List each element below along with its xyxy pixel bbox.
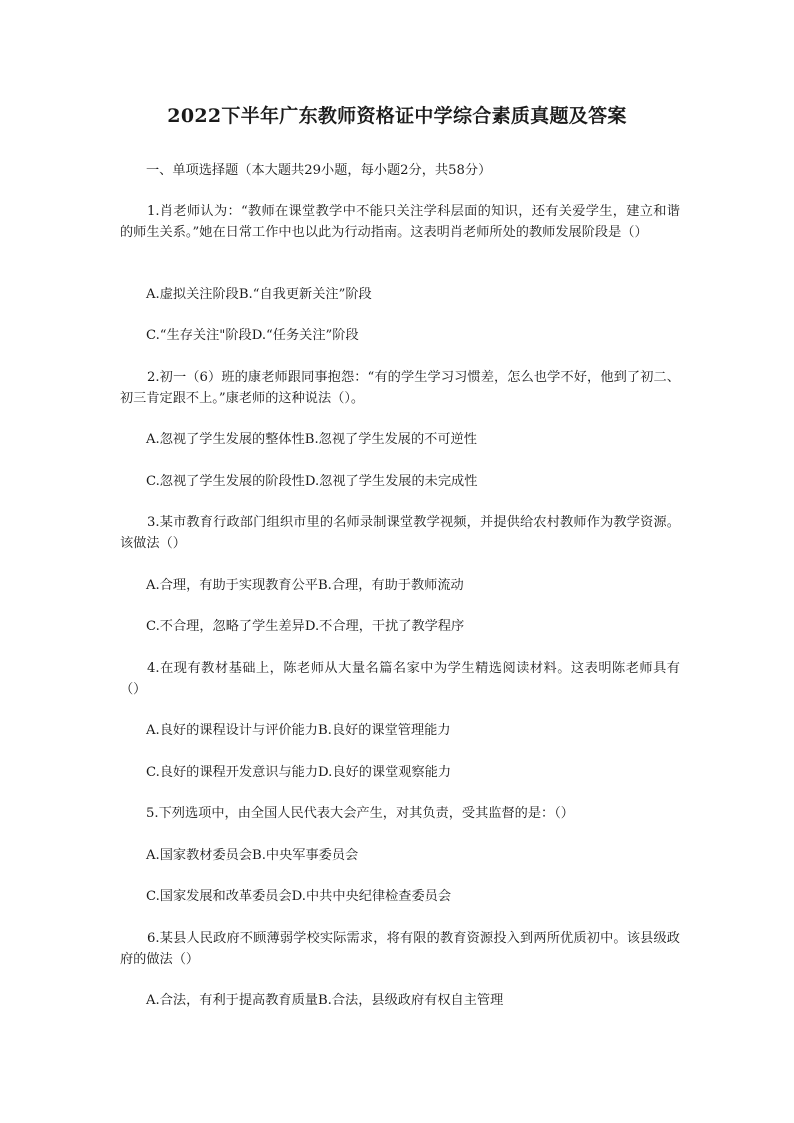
question-stem: 3.某市教育行政部门组织市里的名师录制课堂教学视频，并提供给农村教师作为教学资源。该做法（） <box>120 515 680 551</box>
option-line: A.忽视了学生发展的整体性B.忽视了学生发展的不可逆性 <box>146 432 477 447</box>
option-line: C.“生存关注"阶段D.“任务关注”阶段 <box>146 328 359 343</box>
option-line: A.虚拟关注阶段B.“自我更新关注”阶段 <box>146 287 372 302</box>
option-line: C.不合理，忽略了学生差异D.不合理，干扰了教学程序 <box>146 619 465 634</box>
option-line: A.国家教材委员会B.中央军事委员会 <box>146 848 359 863</box>
question-stem: 6.某县人民政府不顾薄弱学校实际需求，将有限的教育资源投入到两所优质初中。该县级政府的做法（） <box>120 931 680 967</box>
option-line: C.忽视了学生发展的阶段性D.忽视了学生发展的未完成性 <box>146 474 478 489</box>
section-heading: 一、单项选择题（本大题共29小题，每小题2分，共58分） <box>146 163 492 178</box>
option-line: A.良好的课程设计与评价能力B.良好的课堂管理能力 <box>146 723 451 738</box>
option-line: A.合法，有利于提高教育质量B.合法，县级政府有权自主管理 <box>146 993 504 1008</box>
document-title: 2022下半年广东教师资格证中学综合素质真题及答案 <box>167 105 627 127</box>
question-stem: 4.在现有教材基础上，陈老师从大量名篇名家中为学生精选阅读材料。这表明陈老师具有（） <box>120 661 680 697</box>
question-stem: 1.肖老师认为：“教师在课堂教学中不能只关注学科层面的知识，还有关爱学生，建立和谐的师生关系。”她在日常工作中也以此为行动指南。这表明肖老师所处的教师发展阶段是（） <box>120 204 680 240</box>
question-stem: 2.初一（6）班的康老师跟同事抱怨：“有的学生学习习惯差，怎么也学不好，他到了初二、初三肯定跟不上。”康老师的这种说法（）。 <box>120 370 680 406</box>
option-line: A.合理，有助于实现教育公平B.合理，有助于教师流动 <box>146 578 464 593</box>
option-line: C.良好的课程开发意识与能力D.良好的课堂观察能力 <box>146 765 452 780</box>
question-stem: 5.下列选项中，由全国人民代表大会产生，对其负责，受其监督的是：（） <box>146 806 574 821</box>
option-line: C.国家发展和改革委员会D.中共中央纪律检查委员会 <box>146 889 452 904</box>
